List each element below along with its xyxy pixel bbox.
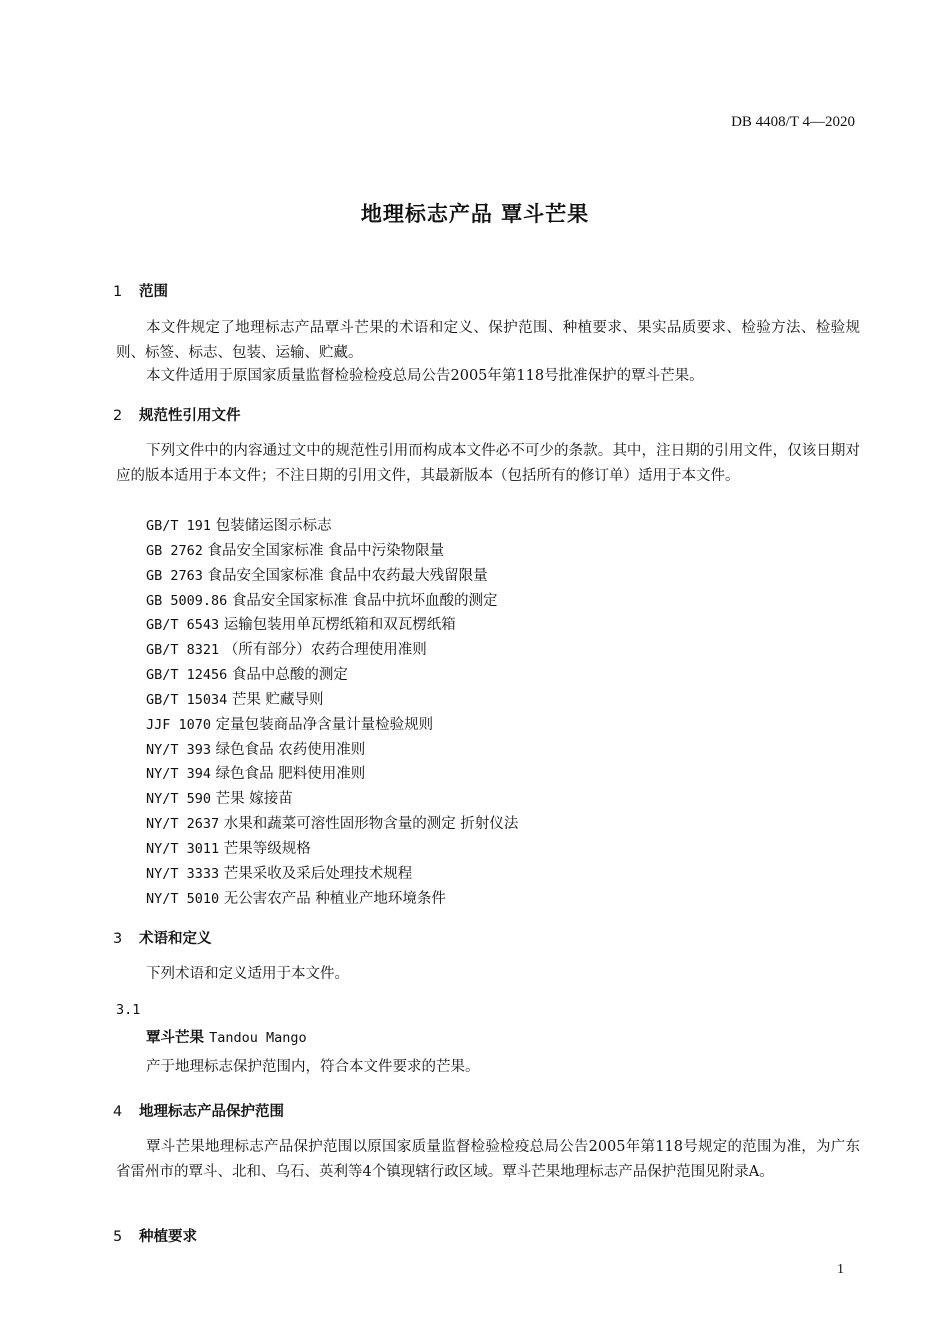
reference-title: 芒果采收及采后处理技术规程 [223,865,413,882]
reference-item [146,589,518,614]
section-title: 术语和定义 [139,931,212,947]
subsection-number: 3.1 [116,1002,141,1018]
doc-code: DB 4408/T 4—2020 [731,114,855,130]
reference-item [146,738,518,763]
term-heading [146,1026,307,1047]
reference-item [146,688,518,713]
paragraph: 本文件规定了地理标志产品覃斗芒果的术语和定义、保护范围、种植要求、果实品质要求、检验方法、检验规则、标签、标志、包装、运输、贮藏。 [116,320,860,361]
page-title: 地理标志产品 覃斗芒果 [360,202,590,226]
section-title: 种植要求 [139,1229,197,1245]
section-number: 3 [113,931,123,947]
reference-code: GB/T 15034 [146,691,228,708]
reference-item [146,713,518,738]
section-heading-5 [113,1225,197,1246]
section-title: 地理标志产品保护范围 [139,1104,284,1120]
term-chinese: 覃斗芒果 [146,1030,204,1046]
section-title: 范围 [139,284,168,300]
reference-code: GB 2762 [146,542,203,559]
reference-title: （所有部分）农药合理使用准则 [223,642,427,659]
reference-code: GB 2763 [146,567,203,584]
reference-code: NY/T 2637 [146,816,220,833]
reference-code: GB/T 191 [146,518,212,534]
reference-item [146,787,518,812]
reference-title: 食品安全国家标准 食品中农药最大残留限量 [207,567,488,584]
reference-code: NY/T 590 [146,791,212,808]
section-heading-3 [113,927,212,948]
reference-title: 水果和蔬菜可溶性固形物含量的测定 折射仪法 [223,816,519,833]
reference-title: 无公害农产品 种植业产地环境条件 [223,890,446,907]
reference-title: 定量包装商品净含量计量检验规则 [215,716,434,733]
paragraph: 本文件适用于原国家质量监督检验检疫总局公告2005年第118号批准保护的覃斗芒果。 [146,368,704,384]
reference-item [146,837,518,862]
reference-title: 运输包装用单瓦楞纸箱和双瓦楞纸箱 [223,617,456,634]
term-definition: 产于地理标志保护范围内，符合本文件要求的芒果。 [146,1059,480,1075]
reference-title: 食品安全国家标准 食品中污染物限量 [207,542,445,559]
reference-item [146,514,518,539]
section-number: 4 [113,1104,123,1120]
reference-item [146,564,518,589]
reference-code: NY/T 393 [146,741,212,758]
reference-item [146,862,518,887]
reference-title: 绿色食品 肥料使用准则 [215,766,366,783]
reference-title: 食品中总酸的测定 [231,667,348,684]
reference-title: 芒果 嫁接苗 [215,791,293,808]
section-number: 2 [113,408,123,424]
reference-list [146,514,518,912]
section-heading-2 [113,404,241,425]
reference-code: GB/T 12456 [146,667,228,684]
reference-code: NY/T 394 [146,766,212,783]
reference-title: 绿色食品 农药使用准则 [215,741,366,758]
reference-item [146,663,518,688]
reference-item [146,638,518,663]
reference-item [146,539,518,564]
reference-code: GB 5009.86 [146,592,228,609]
section-number: 1 [113,284,123,300]
paragraph: 覃斗芒果地理标志产品保护范围以原国家质量监督检验检疫总局公告2005年第118号规定的范围为准，为广东省雷州市的覃斗、北和、乌石、英利等4个镇现辖行政区域。覃斗芒果地理标志产品保护范围见附录A。 [116,1139,860,1180]
reference-title: 食品安全国家标准 食品中抗坏血酸的测定 [231,592,498,609]
reference-item [146,762,518,787]
section-title: 规范性引用文件 [139,408,241,424]
section-number: 5 [113,1229,123,1245]
reference-code: JJF 1070 [146,716,212,733]
reference-item [146,613,518,638]
reference-code: NY/T 5010 [146,890,220,907]
paragraph: 下列术语和定义适用于本文件。 [146,966,349,982]
reference-code: NY/T 3333 [146,865,220,882]
page-number: 1 [837,1262,844,1277]
term-english: Tandou Mango [209,1030,307,1046]
reference-title: 芒果等级规格 [223,840,311,857]
reference-item [146,887,518,912]
reference-code: GB/T 8321 [146,642,220,659]
paragraph: 下列文件中的内容通过文中的规范性引用而构成本文件必不可少的条款。其中，注日期的引用文件，仅该日期对应的版本适用于本文件；不注日期的引用文件，其最新版本（包括所有的修订单）适用于本文件。 [116,443,860,484]
reference-code: NY/T 3011 [146,840,220,857]
section-heading-1 [113,280,168,301]
section-heading-4 [113,1100,284,1121]
reference-code: GB/T 6543 [146,617,220,634]
reference-item [146,812,518,837]
reference-title: 包装储运图示标志 [215,518,332,534]
reference-title: 芒果 贮藏导则 [231,691,324,708]
